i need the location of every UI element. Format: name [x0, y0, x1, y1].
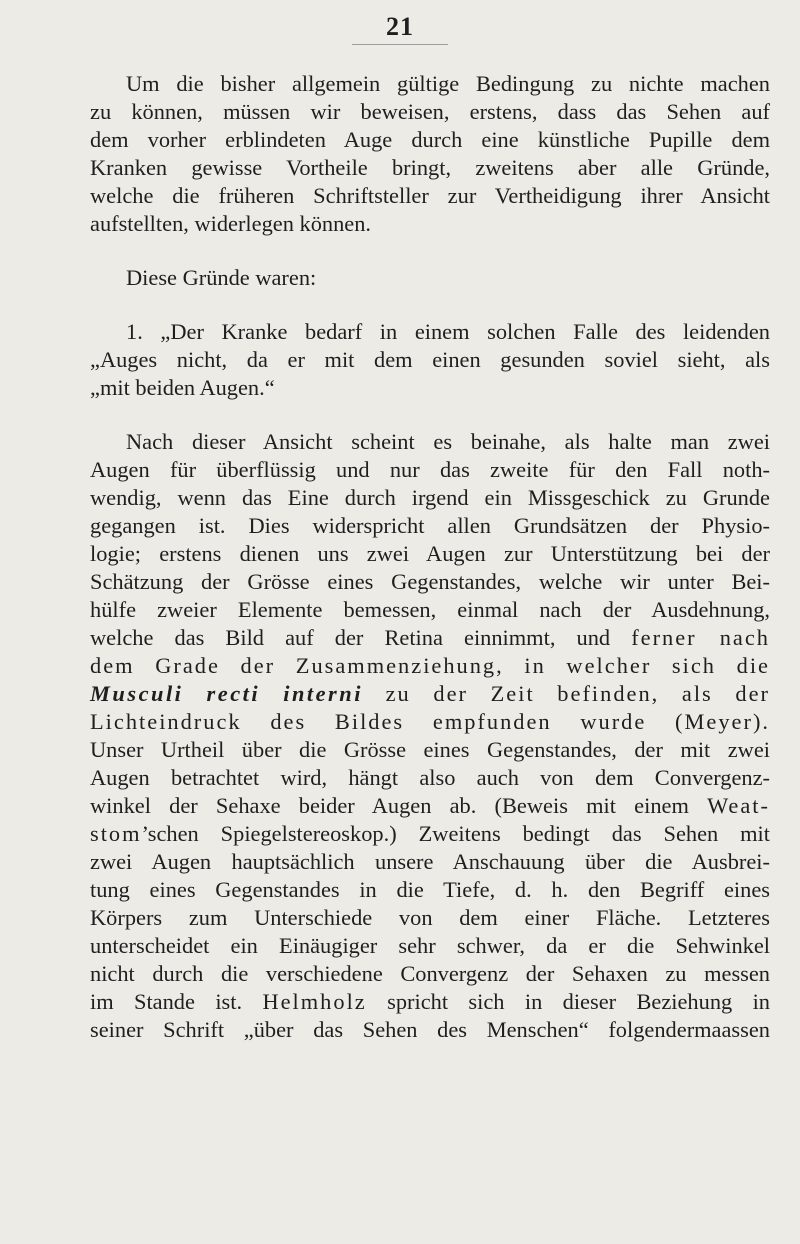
text-line: tung eines Gegenstandes in die Tiefe, d. h. den Begriff eines	[90, 877, 770, 902]
text-line: Augen für überflüssig und nur das zweite für den Fall noth-	[90, 457, 770, 482]
text-line: Kranken gewisse Vortheile bringt, zweitens aber alle Gründe,	[90, 155, 770, 180]
page-number-rule	[352, 44, 448, 45]
text-line: Körpers zum Unterschiede von dem einer Fläche. Letzteres	[90, 905, 770, 930]
text-segment: welche das Bild auf der Retina einnimmt, und	[90, 625, 632, 650]
text-line	[90, 820, 770, 848]
text-line: dem Grade der Zusammenziehung, in welcher sich die	[90, 653, 770, 678]
text-segment: winkel der Sehaxe beider Augen ab. (Beweis mit einem	[90, 793, 708, 818]
paragraph-gap	[90, 238, 770, 264]
text-line: „mit beiden Augen.“	[90, 375, 275, 400]
text-line: Um die bisher allgemein gültige Bedingung zu nichte machen	[126, 71, 770, 96]
paragraph-discussion	[90, 428, 770, 1044]
text-segment: ’schen Spiegelstereoskop.) Zweitens bedingt das Sehen mit	[141, 821, 770, 846]
author-name: Meyer	[684, 709, 753, 734]
text-segment: spricht sich in dieser Beziehung in	[366, 989, 770, 1014]
text-line: aufstellten, widerlegen können.	[90, 211, 372, 236]
text-line: Nach dieser Ansicht scheint es beinahe, als halte man zwei	[126, 429, 770, 454]
text-line	[90, 792, 770, 820]
author-name: Weat-	[707, 793, 770, 818]
text-line	[90, 624, 770, 652]
paragraph-reasons-heading	[90, 264, 770, 292]
text-line: Schätzung der Grösse eines Gegenstandes, welche wir unter Bei-	[90, 569, 770, 594]
text-line: seiner Schrift „über das Sehen des Menschen“ folgendermaassen	[90, 1017, 770, 1042]
paragraph-intro	[90, 70, 770, 238]
text-line	[90, 708, 770, 736]
text-line: hülfe zweier Elemente bemessen, einmal nach der Ausdehnung,	[90, 597, 770, 622]
text-line: zu können, müssen wir beweisen, erstens, dass das Sehen auf	[90, 99, 770, 124]
text-line: Unser Urtheil über die Grösse eines Gegenstandes, der mit zwei	[90, 737, 770, 762]
text-line: logie; erstens dienen uns zwei Augen zur Unterstützung bei der	[90, 541, 770, 566]
text-line: zwei Augen hauptsächlich unsere Anschauung über die Ausbrei-	[90, 849, 770, 874]
text-line	[90, 988, 770, 1016]
text-line	[90, 680, 770, 708]
text-line: „Auges nicht, da er mit dem einen gesunden soviel sieht, als	[90, 347, 770, 372]
text-segment: zu der Zeit befinden, als der	[362, 681, 770, 706]
emphasized-text: ferner nach	[631, 625, 771, 650]
text-line: 1. „Der Kranke bedarf in einem solchen Falle des leidenden	[126, 319, 770, 344]
text-segment: ).	[752, 709, 770, 734]
latin-term: Musculi recti interni	[90, 681, 363, 706]
text-segment: Lichteindruck des Bildes empfunden wurde (	[90, 709, 685, 734]
text-segment: im Stande ist.	[90, 989, 263, 1014]
paragraph-gap	[90, 292, 770, 318]
body-text	[90, 70, 770, 1044]
text-line: gegangen ist. Dies widerspricht allen Grundsätzen der Physio-	[90, 513, 770, 538]
author-name: stom	[90, 821, 142, 846]
author-name: Helmholz	[262, 989, 367, 1014]
text-line: dem vorher erblindeten Auge durch eine künstliche Pupille dem	[90, 127, 770, 152]
text-line: welche die früheren Schriftsteller zur Vertheidigung ihrer Ansicht	[90, 183, 770, 208]
paragraph-gap	[90, 402, 770, 428]
text-line: Augen betrachtet wird, hängt also auch von dem Convergenz-	[90, 765, 770, 790]
text-line: unterscheidet ein Einäugiger sehr schwer, da er die Sehwinkel	[90, 933, 770, 958]
paragraph-quote	[90, 318, 770, 402]
page-number: 21	[386, 12, 414, 41]
text-line: wendig, wenn das Eine durch irgend ein Missgeschick zu Grunde	[90, 485, 770, 510]
text-line: Diese Gründe waren:	[126, 265, 317, 290]
text-line: nicht durch die verschiedene Convergenz der Sehaxen zu messen	[90, 961, 770, 986]
